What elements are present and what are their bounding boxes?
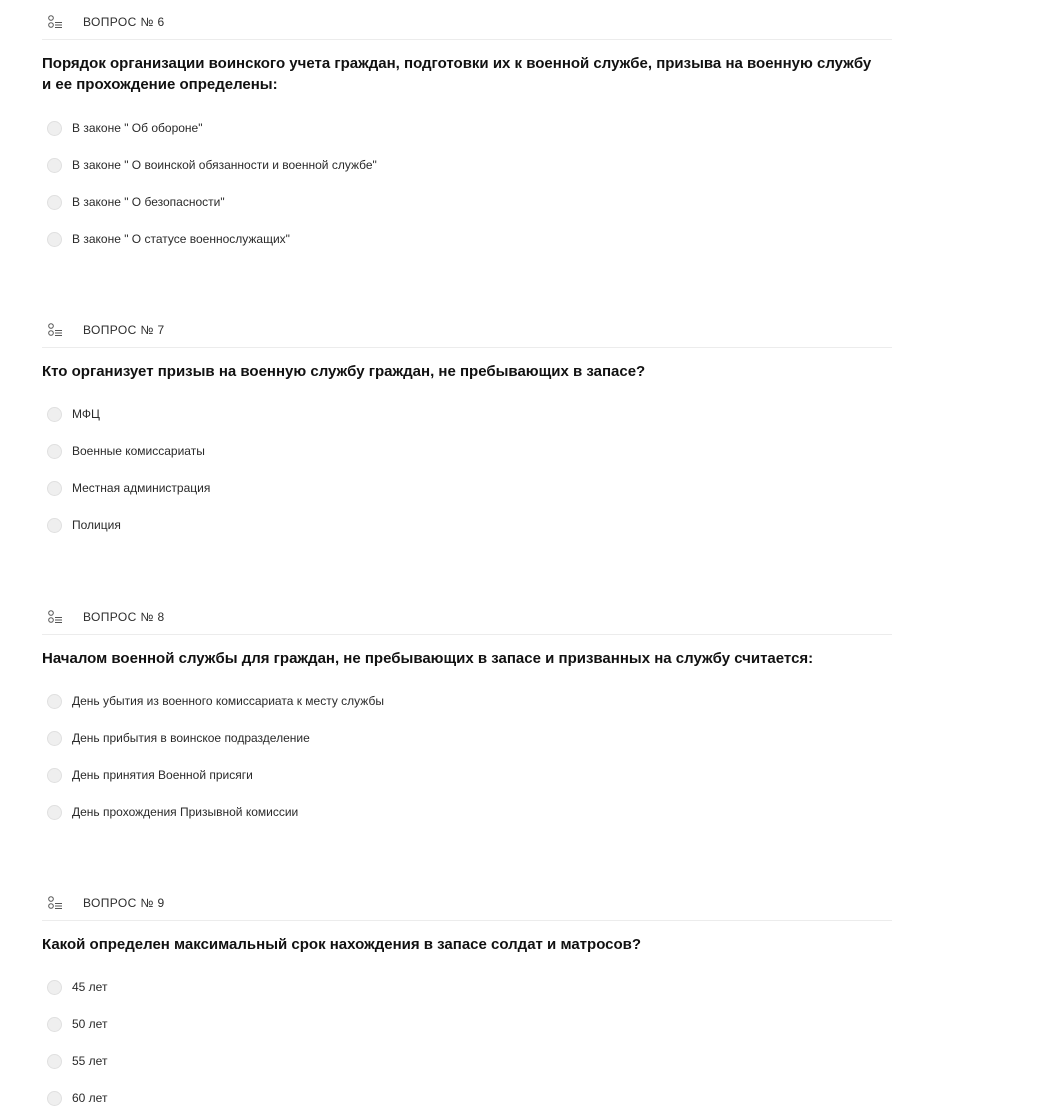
answer-label[interactable]: 60 лет xyxy=(72,1091,108,1105)
radio-button[interactable] xyxy=(47,1091,62,1106)
answer-label[interactable]: Местная администрация xyxy=(72,481,211,495)
question-number: ВОПРОС № 7 xyxy=(83,323,165,337)
answer-label[interactable]: Военные комиссариаты xyxy=(72,444,205,458)
answer-label[interactable]: 50 лет xyxy=(72,1017,108,1031)
radio-button[interactable] xyxy=(47,444,62,459)
radio-button[interactable] xyxy=(47,407,62,422)
question-list-icon xyxy=(47,322,63,338)
radio-button[interactable] xyxy=(47,980,62,995)
radio-button[interactable] xyxy=(47,518,62,533)
radio-button[interactable] xyxy=(47,694,62,709)
answer-label[interactable]: МФЦ xyxy=(72,407,100,421)
question-number: ВОПРОС № 9 xyxy=(83,896,165,910)
question-header xyxy=(42,608,892,635)
question-number: ВОПРОС № 6 xyxy=(83,15,165,29)
question-title: Какой определен максимальный срок нахождения в запасе солдат и матросов? xyxy=(42,936,642,953)
radio-button[interactable] xyxy=(47,805,62,820)
answer-label[interactable]: День убытия из военного комиссариата к месту службы xyxy=(72,694,384,708)
answer-label[interactable]: День прибытия в воинское подразделение xyxy=(72,731,310,745)
radio-button[interactable] xyxy=(47,481,62,496)
question-title: Кто организует призыв на военную службу граждан, не пребывающих в запасе? xyxy=(42,363,646,380)
answer-label[interactable]: День принятия Военной присяги xyxy=(72,768,253,782)
radio-button[interactable] xyxy=(47,121,62,136)
radio-button[interactable] xyxy=(47,768,62,783)
radio-button[interactable] xyxy=(47,158,62,173)
answer-label[interactable]: 55 лет xyxy=(72,1054,108,1068)
question-list-icon xyxy=(47,609,63,625)
radio-button[interactable] xyxy=(47,731,62,746)
answer-label[interactable]: В законе " Об обороне" xyxy=(72,121,203,135)
radio-button[interactable] xyxy=(47,1017,62,1032)
question-number: ВОПРОС № 8 xyxy=(83,610,165,624)
answer-label[interactable]: 45 лет xyxy=(72,980,108,994)
question-header xyxy=(42,894,892,921)
question-title: Порядок организации воинского учета граждан, подготовки их к военной службе, призыва на военную службу и ее прохождение определены: xyxy=(42,55,872,93)
question-title: Началом военной службы для граждан, не пребывающих в запасе и призванных на службу считается: xyxy=(42,650,814,667)
answer-label[interactable]: В законе " О воинской обязанности и военной службе" xyxy=(72,158,377,172)
question-header xyxy=(42,13,892,40)
question-list-icon xyxy=(47,14,63,30)
radio-button[interactable] xyxy=(47,1054,62,1069)
answer-label[interactable]: День прохождения Призывной комиссии xyxy=(72,805,299,819)
radio-button[interactable] xyxy=(47,232,62,247)
answer-label[interactable]: В законе " О безопасности" xyxy=(72,195,225,209)
answer-label[interactable]: В законе " О статусе военнослужащих" xyxy=(72,232,290,246)
answer-label[interactable]: Полиция xyxy=(72,518,121,532)
radio-button[interactable] xyxy=(47,195,62,210)
question-list-icon xyxy=(47,895,63,911)
question-header xyxy=(42,321,892,348)
